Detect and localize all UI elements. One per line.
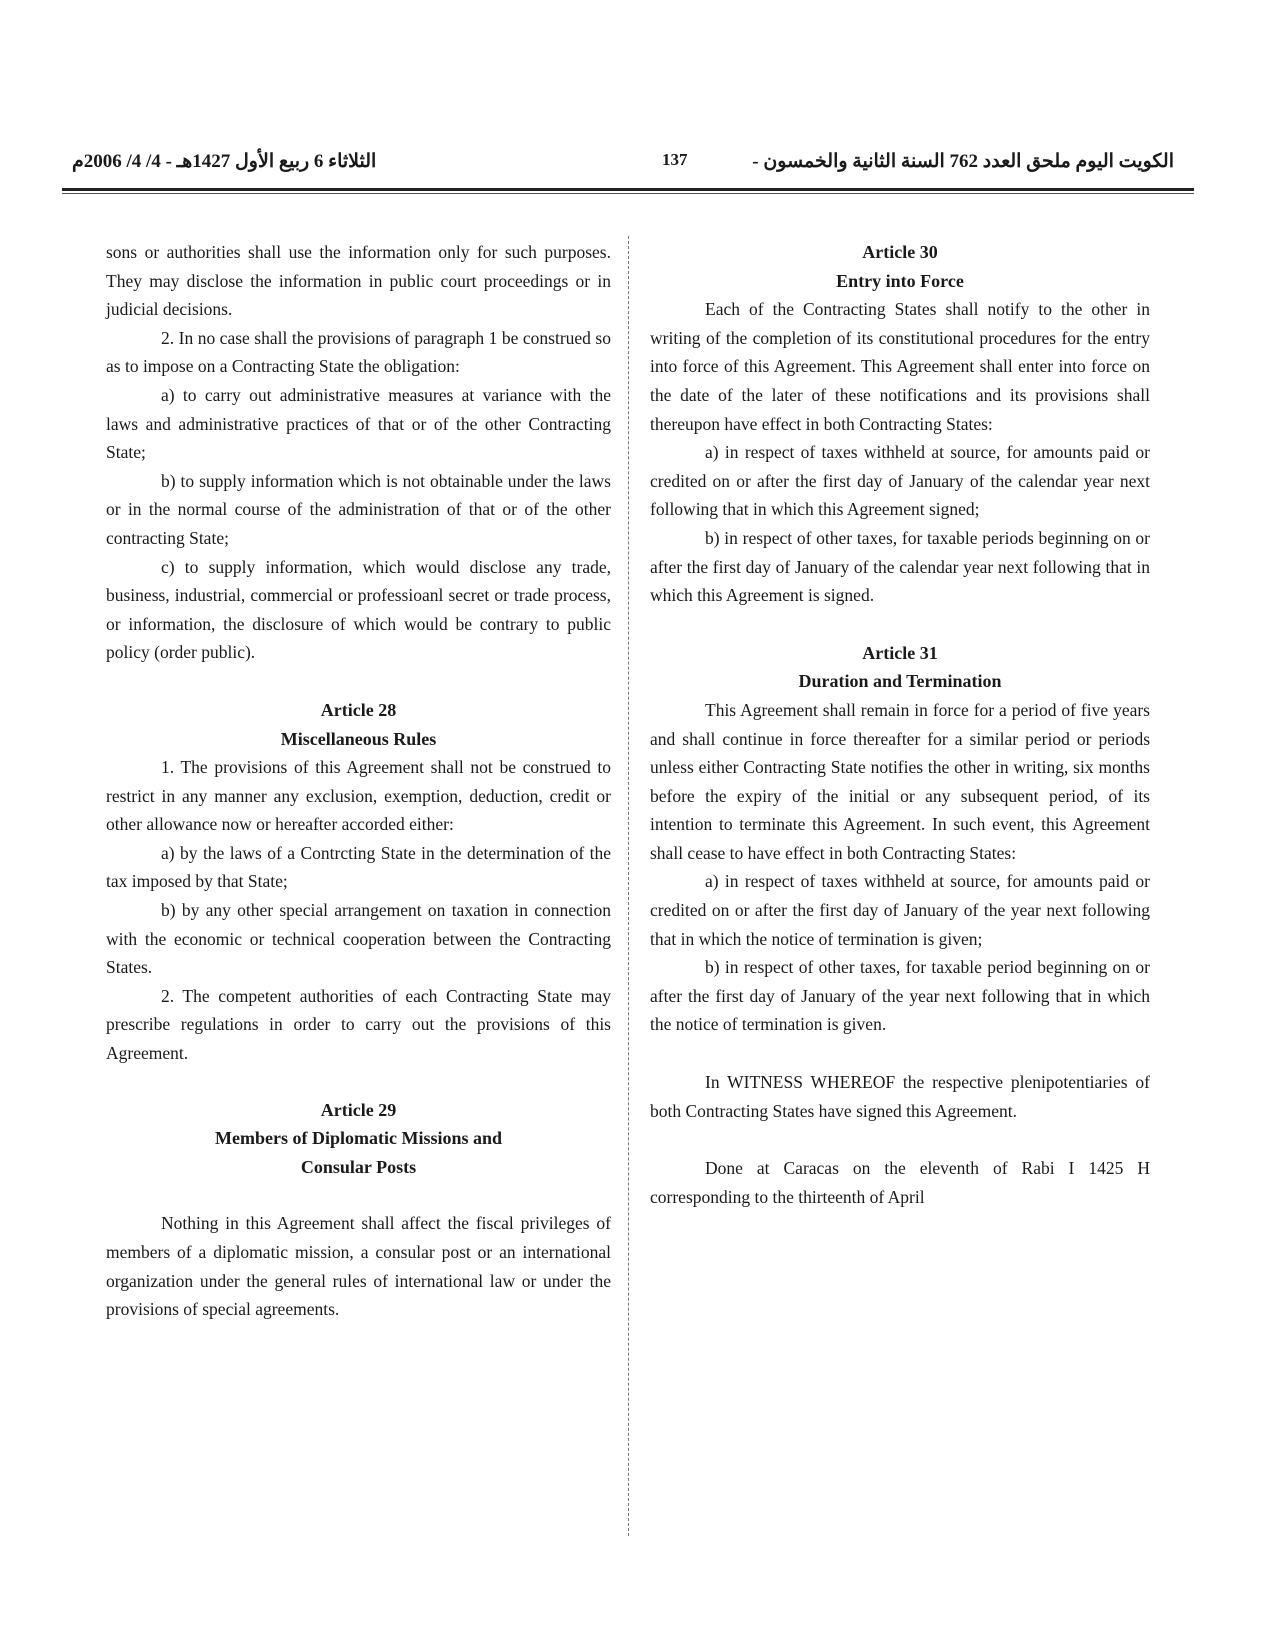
list-item: a) by the laws of a Contrcting State in the determination of the tax imposed by that State; [106,842,611,892]
page-number: 137 [662,150,688,169]
article-28-heading: Miscellaneous Rules [280,728,437,749]
list-item: a) to carry out administrative measures at variance with the laws and administrative practices of that or of the other Contracting State; [106,384,611,463]
list-item: a) in respect of taxes withheld at source, for amounts paid or credited on or after the first day of January of the year next following that in which the notice of termination is given; [650,871,1150,949]
article-28-title: Article 28 [320,699,397,720]
paragraph: This Agreement shall remain in force for a period of five years and shall continue in force thereafter for a similar period or periods unless either Contracting State notifies the other in writing, six months before the expiry of the initial or any subsequent period, of its intention to terminate this Agreement. In such event, this Agreement shall cease to have effect in both Contracting States: [650,699,1150,863]
signing-clause: Done at Caracas on the eleventh of Rabi I 1425 H corresponding to the thirteenth of April [650,1158,1150,1207]
list-item: b) in respect of other taxes, for taxable periods beginning on or after the first day of January of the calendar year next following that in which this Agreement is signed. [650,527,1150,606]
article-29-title: Article 29 [320,1099,397,1120]
column-divider [628,236,629,1536]
page-header [62,150,1194,186]
list-item: a) in respect of taxes withheld at source, for amounts paid or credited on or after the first day of January of the calendar year next following that in which this Agreement signed; [650,442,1150,520]
list-item: c) to supply information, which would disclose any trade, business, industrial, commercial or professioanl secret or trade process, or information, the disclosure of which would be contrary to public policy (order public). [106,556,611,663]
article-30-heading: Entry into Force [836,270,964,291]
article-29-heading: Members of Diplomatic Missions and [215,1128,502,1149]
left-column [106,238,611,1324]
paragraph: 2. The competent authorities of each Contracting State may prescribe regulations in order to carry out the provisions of this Agreement. [106,985,611,1064]
witness-clause: In WITNESS WHEREOF the respective plenipotentiaries of both Contracting States have signed this Agreement. [650,1072,1150,1121]
article-30-title: Article 30 [862,242,938,262]
header-rule-thin [62,193,1194,194]
paragraph: sons or authorities shall use the information only for such purposes. They may disclose the information in public court proceedings or in judicial decisions. [106,242,611,320]
article-31-title: Article 31 [862,642,938,663]
header-date: الثلاثاء 6 ربيع الأول 1427هـ - 4/ 4/ 2006م [72,151,377,172]
right-column [650,238,1150,1211]
list-item: b) to supply information which is not obtainable under the laws or in the normal course of the administration of that or of the other contracting State; [106,470,611,548]
paragraph: Nothing in this Agreement shall affect the fiscal privileges of members of a diplomatic mission, a consular post or an international organization under the general rules of international law or under the provisions of special agreements. [106,1213,611,1320]
paragraph: Each of the Contracting States shall notify to the other in writing of the completion of its constitutional procedures for the entry into force of this Agreement. This Agreement shall enter into force on the date of the later of these notifications and its provisions shall thereupon have effect in both Contracting States: [650,299,1150,434]
list-item: b) in respect of other taxes, for taxable period beginning on or after the first day of January of the year next following that in which the notice of termination is given. [650,957,1150,1035]
article-29-heading-line2: Consular Posts [300,1156,417,1177]
paragraph: 2. In no case shall the provisions of paragraph 1 be construed so as to impose on a Contracting State the obligation: [106,327,611,377]
header-publication: الكويت اليوم ملحق العدد 762 السنة الثانية والخمسون - [752,151,1174,172]
header-rule [62,188,1194,191]
article-31-heading: Duration and Termination [798,671,1002,692]
paragraph: 1. The provisions of this Agreement shall not be construed to restrict in any manner any exclusion, exemption, deduction, credit or other allowance now or hereafter accorded either: [106,757,611,835]
list-item: b) by any other special arrangement on taxation in connection with the economic or technical cooperation between the Contracting States. [106,900,611,978]
